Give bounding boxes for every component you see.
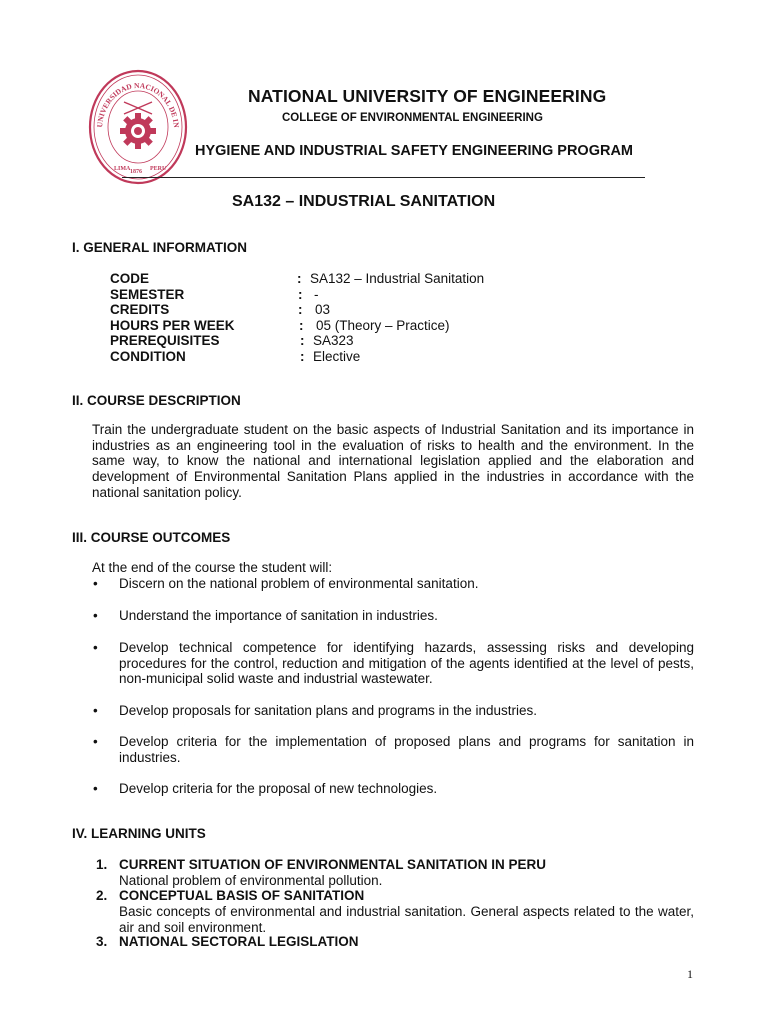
- info-row-prerequisites: [0, 333, 768, 349]
- header-divider: [122, 177, 645, 178]
- college-name: COLLEGE OF ENVIRONMENTAL ENGINEERING: [282, 112, 543, 124]
- unit-title: NATIONAL SECTORAL LEGISLATION: [119, 934, 359, 949]
- info-value: Elective: [313, 348, 361, 364]
- info-row-credits: [0, 302, 768, 318]
- outcome-text: Discern on the national problem of environmental sanitation.: [119, 576, 479, 591]
- info-value: -: [314, 286, 319, 302]
- info-colon: :: [297, 271, 302, 286]
- info-value: 05 (Theory – Practice): [316, 317, 450, 333]
- list-item: [0, 781, 768, 799]
- outcome-text: Develop criteria for the implementation of proposed plans and programs for sanitation in industries.: [119, 734, 694, 765]
- outcome-text: Develop proposals for sanitation plans and programs in the industries.: [119, 703, 537, 718]
- bullet-icon: •: [93, 576, 98, 591]
- info-value: SA132 – Industrial Sanitation: [310, 271, 485, 286]
- info-label: CODE: [110, 271, 150, 286]
- unit-number: 3.: [96, 934, 108, 949]
- program-name: HYGIENE AND INDUSTRIAL SAFETY ENGINEERING PROGRAM: [195, 143, 633, 159]
- info-colon: :: [298, 302, 303, 317]
- info-colon: :: [299, 317, 304, 333]
- list-item: [0, 608, 768, 626]
- bullet-icon: •: [93, 640, 98, 655]
- unit-number: 2.: [96, 888, 108, 903]
- seal-lima: LIMA: [114, 166, 131, 172]
- list-item: [0, 703, 768, 721]
- page-number: 1: [687, 967, 693, 981]
- seal-peru: PERU: [150, 166, 167, 172]
- info-row-code: [0, 271, 768, 287]
- university-name: NATIONAL UNIVERSITY OF ENGINEERING: [248, 86, 607, 106]
- outcome-text: Develop criteria for the proposal of new technologies.: [119, 781, 438, 796]
- info-value: SA323: [313, 333, 354, 348]
- general-info-heading: I. GENERAL INFORMATION: [72, 240, 247, 255]
- info-label: HOURS PER WEEK: [110, 317, 235, 333]
- course-title: SA132 – INDUSTRIAL SANITATION: [232, 193, 496, 210]
- unit-title: CONCEPTUAL BASIS OF SANITATION: [119, 888, 365, 903]
- seal-year: 1876: [130, 169, 142, 175]
- info-colon: :: [300, 333, 305, 348]
- unit-number: 1.: [96, 857, 108, 872]
- info-colon: :: [298, 286, 303, 302]
- info-label: CREDITS: [110, 302, 170, 317]
- info-row-semester: [0, 287, 768, 303]
- seal-ring-text: UNIVERSIDAD NACIONAL DE IN: [95, 80, 181, 129]
- learning-unit: [0, 888, 768, 936]
- outcome-text: Understand the importance of sanitation in industries.: [119, 608, 438, 623]
- course-outcomes-heading: III. COURSE OUTCOMES: [72, 530, 231, 545]
- info-label: CONDITION: [110, 348, 186, 364]
- learning-unit: [0, 857, 768, 889]
- unit-description: National problem of environmental pollution.: [119, 873, 383, 888]
- bullet-icon: •: [93, 608, 98, 623]
- info-label: SEMESTER: [110, 286, 185, 302]
- course-description-text: Train the undergraduate student on the basic aspects of Industrial Sanitation and its importance in industries as an engineering tool in the evaluation of risks to health and the environment. In the same way, to know the national and international legislation applied and the elaboration and development of Environmental Sanitation Plans applied in the industries in accordance with the national sanitation policy.: [92, 422, 694, 500]
- learning-unit: [0, 934, 768, 952]
- bullet-icon: •: [93, 703, 98, 718]
- learning-units-heading: IV. LEARNING UNITS: [72, 826, 206, 841]
- list-item: [0, 576, 768, 594]
- outcome-text: Develop technical competence for identifying hazards, assessing risks and developing procedures for the control, reduction and mitigation of the agents identified at the level of pests, non-municipal solid waste and industrial wastewater.: [119, 640, 694, 687]
- bullet-icon: •: [93, 734, 98, 749]
- info-label: PREREQUISITES: [110, 333, 220, 348]
- course-outcomes-intro: At the end of the course the student will:: [92, 560, 333, 575]
- bullet-icon: •: [93, 781, 98, 796]
- unit-title: CURRENT SITUATION OF ENVIRONMENTAL SANITATION IN PERU: [119, 857, 546, 872]
- list-item: [0, 734, 768, 768]
- list-item: [0, 640, 768, 690]
- info-value: 03: [315, 302, 331, 317]
- unit-description: Basic concepts of environmental and industrial sanitation. General aspects related to the water, air and soil environment.: [119, 904, 694, 935]
- info-colon: :: [300, 348, 305, 364]
- info-row-hours: [0, 318, 768, 334]
- course-description-heading: II. COURSE DESCRIPTION: [72, 393, 241, 408]
- info-row-condition: [0, 349, 768, 365]
- university-seal: [88, 68, 188, 186]
